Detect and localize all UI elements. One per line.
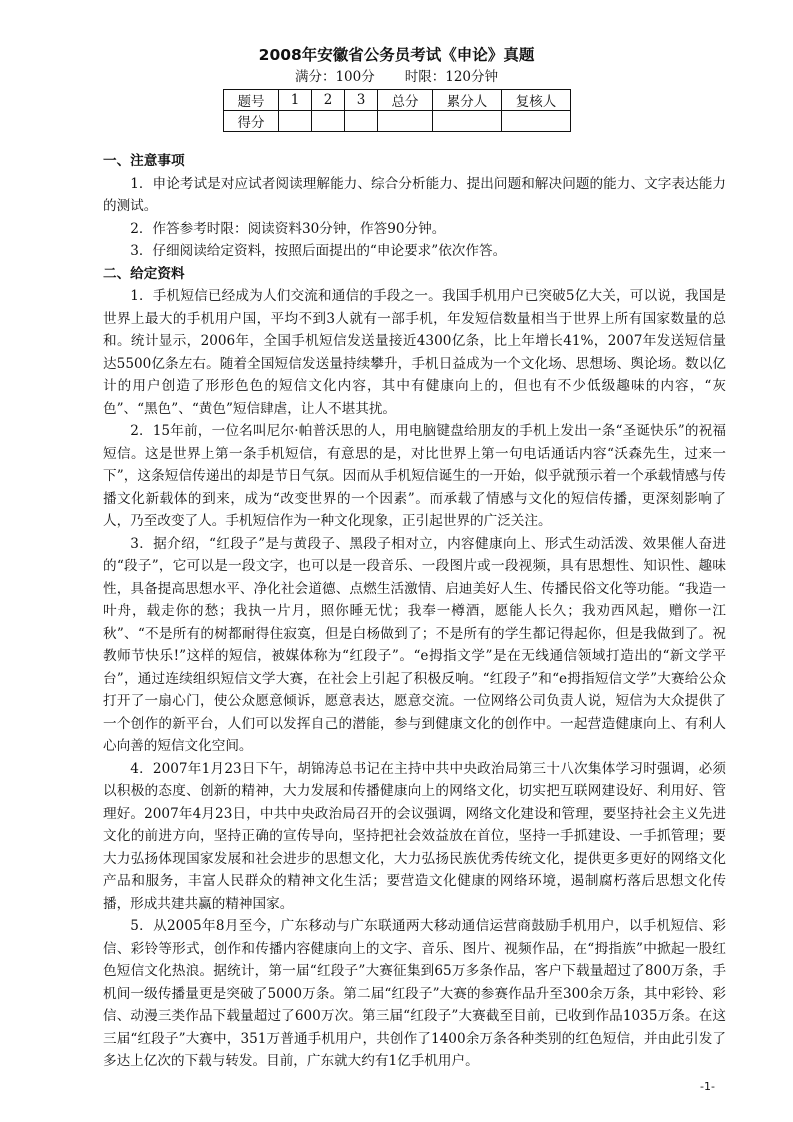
material-paragraph: 1．手机短信已经成为人们交流和通信的手段之一。我国手机用户已突破5亿大关，可以说，我国是世界上最大的手机用户国，平均不到3人就有一部手机，年发短信数量相当于世界上所有国家数量的总和。统计显示，2006年，全国手机短信发送量接近4300亿条，比上年增长41%，2007年发送短信量达5500亿条左右。随着全国短信发送量持续攀升，手机日益成为一个文化场、思想场、舆论场。数以亿计的用户创造了形形色色的短信文化内容，其中有健康向上的，但也有不少低级趣味的内容，“灰色”、“黑色”、“黄色”短信肆虐，让人不堪其扰。: [103, 288, 726, 417]
score-table: [223, 89, 571, 132]
page-number: -1-: [700, 1080, 715, 1093]
score-header-cell: 题号: [224, 90, 279, 111]
score-header-cell: 2: [312, 90, 345, 111]
exam-meta: [0, 67, 793, 87]
score-header-cell: 3: [345, 90, 378, 111]
notes-item: 3．仔细阅读给定资料，按照后面提出的“申论要求”依次作答。: [130, 243, 507, 259]
notes-item: 1．申论考试是对应试者阅读理解能力、综合分析能力、提出问题和解决问题的能力、文字表达能力的测试。: [103, 175, 726, 214]
time-limit: 时限：120分钟: [404, 69, 499, 85]
material-paragraph: 4．2007年1月23日下午，胡锦涛总书记在主持中共中央政治局第三十八次集体学习时强调，必须以积极的态度、创新的精神，大力发展和传播健康向上的网络文化，切实把互联网建设好、利用好、管理好。2007年4月23日，中共中央政治局召开的会议强调，网络文化建设和管理，要坚持社会主义先进文化的前进方向，坚持正确的宣传导向，坚持把社会效益放在首位，坚持一手抓建设、一手抓管理；要大力弘扬体现国家发展和社会进步的思想文化，大力弘扬民族优秀传统文化，提供更多更好的网络文化产品和服务，丰富人民群众的精神文化生活；要营造文化健康的网络环境，遏制腐朽落后思想文化传播，形成共建共赢的精神国家。: [103, 760, 726, 912]
score-cell: [502, 111, 571, 132]
score-header-cell: 累分人: [433, 90, 502, 111]
full-score: 满分：100分: [294, 69, 375, 85]
section-heading-notes: 一、注意事项: [103, 153, 185, 169]
score-cell: [312, 111, 345, 132]
page-title: 2008年安徽省公务员考试《申论》真题: [258, 46, 535, 64]
section-heading-materials: 二、给定资料: [103, 265, 185, 282]
score-header-cell: 复核人: [502, 90, 571, 111]
score-row-label: 得分: [224, 111, 279, 132]
score-cell: [345, 111, 378, 132]
document-body: [103, 150, 726, 1073]
score-cell: [279, 111, 312, 132]
material-paragraph: 5．从2005年8月至今，广东移动与广东联通两大移动通信运营商鼓励手机用户，以手机短信、彩信、彩铃等形式，创作和传播内容健康向上的文字、音乐、图片、视频作品，在“拇指族”中掀起一股红色短信文化热浪。据统计，第一届“红段子”大赛征集到65万多条作品，客户下载量超过了800万条，手机间一级传播量更是突破了5000万条。第二届“红段子”大赛的参赛作品升至300余万条，其中彩铃、彩信、动漫三类作品下载量超过了600万次。第三届“红段子”大赛截至目前，已收到作品1035万条。在这三届“红段子”大赛中，351万普通手机用户，共创作了1400余万条各种类别的红色短信，并由此引发了多达上亿次的下载与转发。目前，广东就大约有1亿手机用户。: [103, 918, 726, 1069]
score-header-cell: 总分: [378, 90, 433, 111]
score-table-header-row: [224, 90, 571, 111]
notes-item: 2．作答参考时限：阅读资料30分钟，作答90分钟。: [130, 220, 446, 237]
material-paragraph: 3．据介绍，“红段子”是与黄段子、黑段子相对立，内容健康向上、形式生动活泼、效果催人奋进的“段子”，它可以是一段文字，也可以是一段音乐、一段图片或一段视频，具有思想性、知识性、趣味性，具备提高思想水平、净化社会道德、点燃生活激情、启迪美好人生、传播民俗文化等功能。“我造一叶舟，载走你的愁；我执一片月，照你睡无忧；我奉一樽酒，愿能人长久；我劝西风起，赠你一江秋”、“不是所有的树都耐得住寂寞，但是白杨做到了；不是所有的学生都记得起你，但是我做到了。祝教师节快乐!”这样的短信，被媒体称为“红段子”。“e拇指文学”是在无线通信领域打造出的“新文学平台”，通过连续组织短信文学大赛，在社会上引起了积极反响。“红段子”和“e拇指短信文学”大赛给公众打开了一扇心门，使公众愿意倾诉，愿意表达，愿意交流。一位网络公司负责人说，短信为大众提供了一个创作的新平台，人们可以发挥自己的潜能，参与到健康文化的创作中。一起营造健康向上、有利人心向善的短信文化空间。: [103, 535, 726, 754]
score-header-cell: 1: [279, 90, 312, 111]
score-table-score-row: [224, 111, 571, 132]
material-paragraph: 2．15年前，一位名叫尼尔·帕普沃思的人，用电脑键盘给朋友的手机上发出一条“圣诞快乐”的祝福短信。这是世界上第一条手机短信，有意思的是，对比世界上第一句电话通话内容“沃森先生，过来一下”，这条短信传递出的却是节日气氛。因而从手机短信诞生的一开始，似乎就预示着一个承载情感与传播文化新载体的到来，成为“改变世界的一个因素”。而承载了情感与文化的短信传播，更深刻影响了人，乃至改变了人。手机短信作为一种文化现象，正引起世界的广泛关注。: [103, 423, 726, 529]
score-cell: [433, 111, 502, 132]
score-cell: [378, 111, 433, 132]
